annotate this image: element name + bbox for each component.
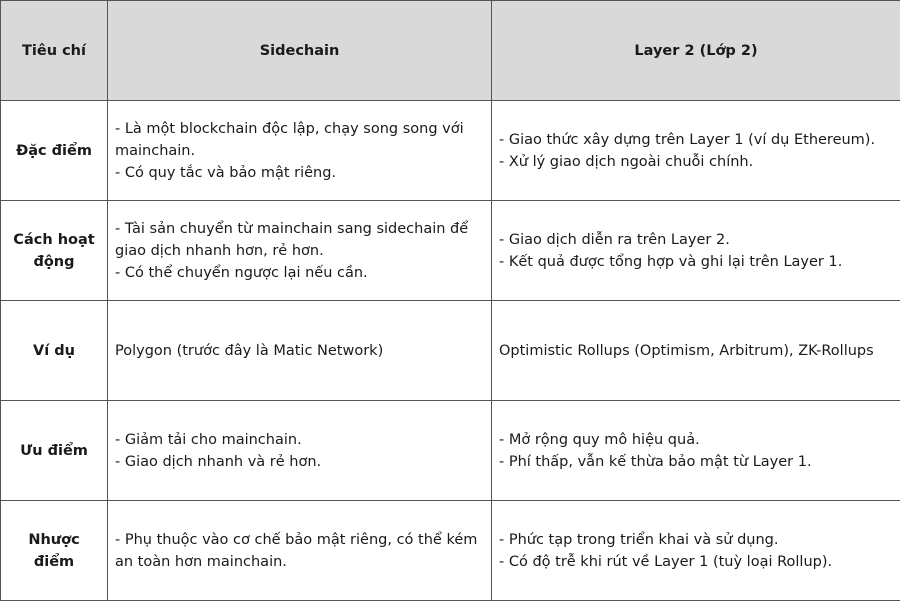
- criterion-text: Ưu điểm: [8, 440, 100, 462]
- criterion-text: Đặc điểm: [8, 140, 100, 162]
- layer2-cell: [492, 201, 900, 301]
- cell-line: - Giao thức xây dựng trên Layer 1 (ví dụ Ethereum).: [499, 129, 893, 151]
- header-sidechain: Sidechain: [108, 1, 492, 101]
- header-row: [1, 1, 900, 101]
- sidechain-cell: [108, 101, 492, 201]
- cell-line: - Giao dịch diễn ra trên Layer 2.: [499, 229, 893, 251]
- table-row: [1, 101, 900, 201]
- criterion-cell: [1, 201, 108, 301]
- cell-line: - Giảm tải cho mainchain.: [115, 429, 484, 451]
- layer2-cell: [492, 501, 900, 601]
- cell-line: - Tài sản chuyển từ mainchain sang sidechain để giao dịch nhanh hơn, rẻ hơn.: [115, 218, 484, 262]
- sidechain-cell: [108, 201, 492, 301]
- criterion-cell: [1, 401, 108, 501]
- criterion-text: Ví dụ: [8, 340, 100, 362]
- cell-line: - Có quy tắc và bảo mật riêng.: [115, 162, 484, 184]
- layer2-cell: [492, 101, 900, 201]
- criterion-cell: [1, 301, 108, 401]
- table-row: [1, 201, 900, 301]
- sidechain-cell: [108, 301, 492, 401]
- criterion-text: Nhược: [8, 529, 100, 551]
- cell-line: - Giao dịch nhanh và rẻ hơn.: [115, 451, 484, 473]
- header-layer2: Layer 2 (Lớp 2): [492, 1, 900, 101]
- cell-line: - Kết quả được tổng hợp và ghi lại trên Layer 1.: [499, 251, 893, 273]
- cell-line: - Có thể chuyển ngược lại nếu cần.: [115, 262, 484, 284]
- cell-line: - Mở rộng quy mô hiệu quả.: [499, 429, 893, 451]
- criterion-text: Cách hoạt: [8, 229, 100, 251]
- header-criterion: Tiêu chí: [1, 1, 108, 101]
- cell-line: - Có độ trễ khi rút về Layer 1 (tuỳ loại Rollup).: [499, 551, 893, 573]
- criterion-text: điểm: [8, 551, 100, 573]
- table-row: [1, 301, 900, 401]
- sidechain-cell: [108, 401, 492, 501]
- cell-line: - Phụ thuộc vào cơ chế bảo mật riêng, có thể kém an toàn hơn mainchain.: [115, 529, 484, 573]
- table-row: [1, 501, 900, 601]
- table-row: [1, 401, 900, 501]
- sidechain-cell: [108, 501, 492, 601]
- criterion-cell: [1, 501, 108, 601]
- cell-line: - Xử lý giao dịch ngoài chuỗi chính.: [499, 151, 893, 173]
- layer2-cell: [492, 401, 900, 501]
- cell-line: Polygon (trước đây là Matic Network): [115, 340, 484, 362]
- cell-line: - Phức tạp trong triển khai và sử dụng.: [499, 529, 893, 551]
- cell-line: Optimistic Rollups (Optimism, Arbitrum), ZK-Rollups: [499, 340, 893, 362]
- cell-line: - Phí thấp, vẫn kế thừa bảo mật từ Layer 1.: [499, 451, 893, 473]
- criterion-text: động: [8, 251, 100, 273]
- layer2-cell: [492, 301, 900, 401]
- cell-line: - Là một blockchain độc lập, chạy song song với mainchain.: [115, 118, 484, 162]
- criterion-cell: [1, 101, 108, 201]
